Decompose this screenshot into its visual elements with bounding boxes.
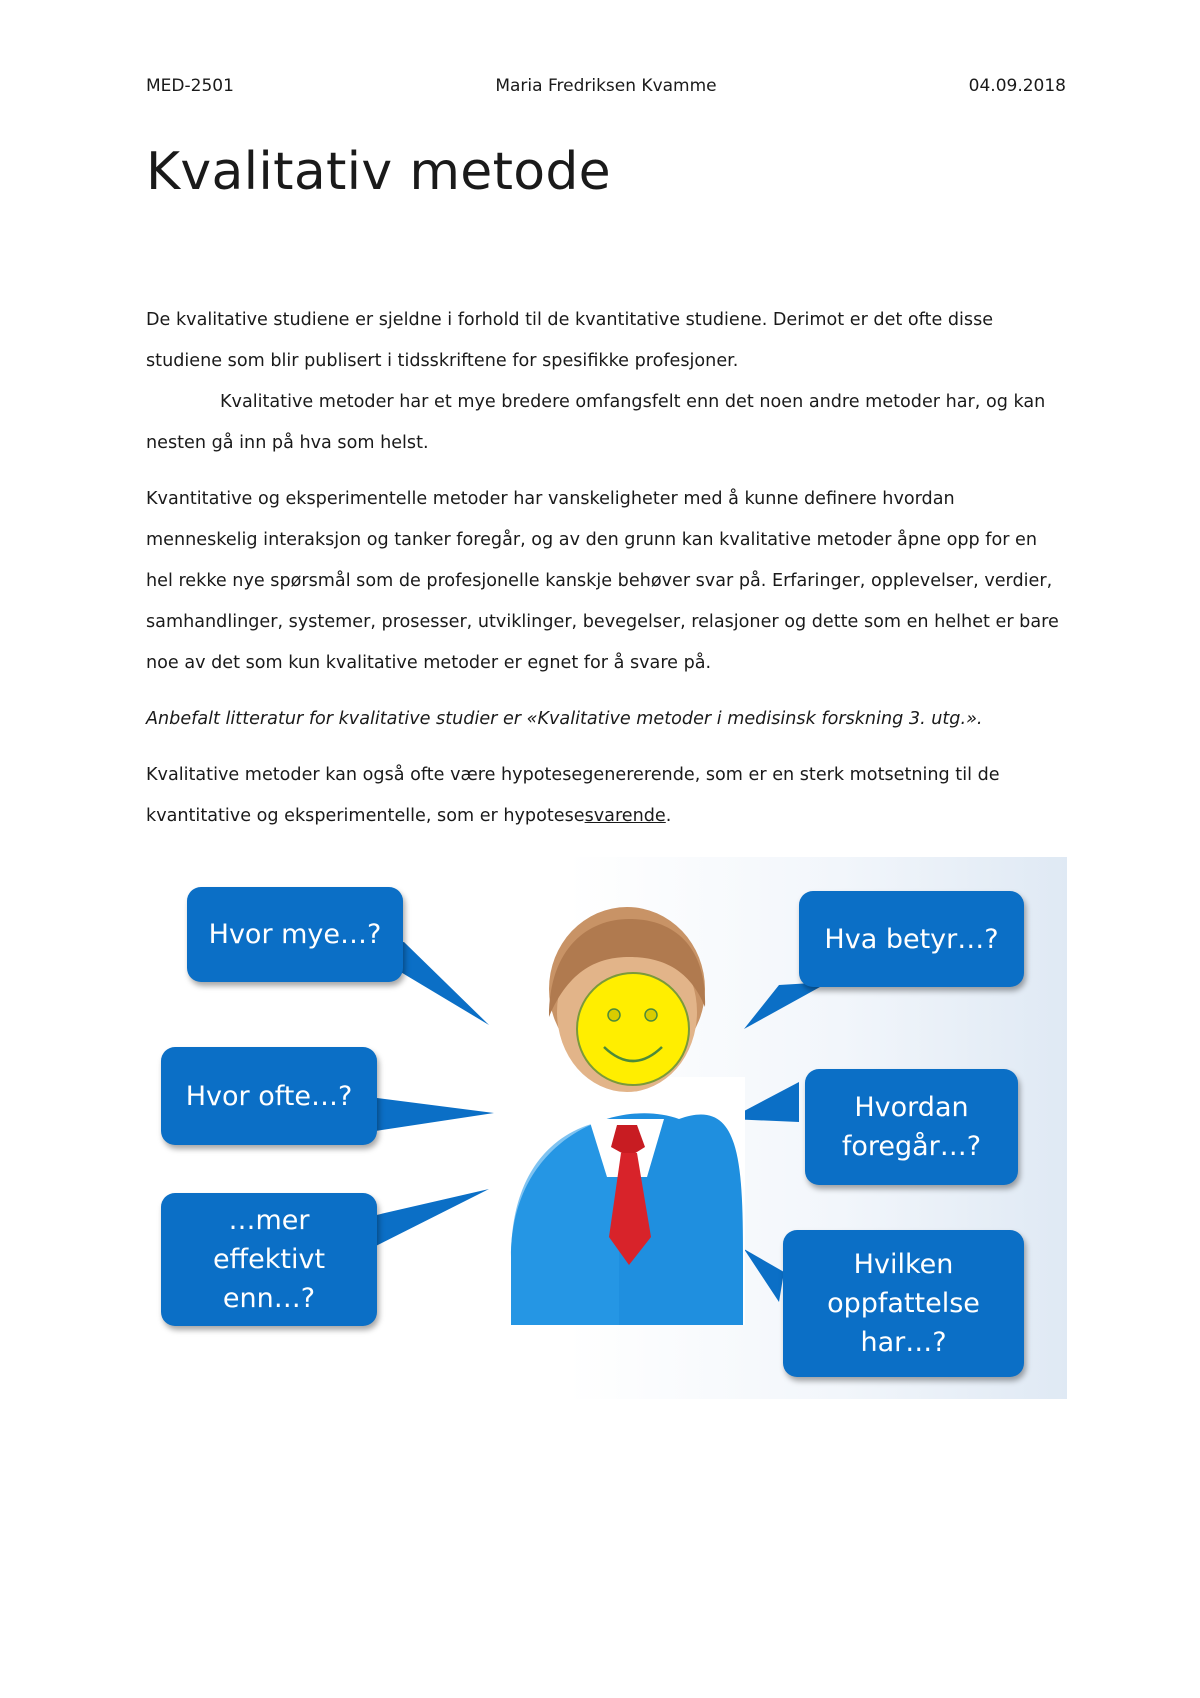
bubble-hvordan: Hvordan foregår…? (805, 1069, 1018, 1185)
course-code: MED-2501 (146, 76, 234, 96)
tail-hvor-ofte (369, 1097, 494, 1132)
document-date: 04.09.2018 (968, 76, 1066, 96)
tail-hva-betyr (744, 982, 829, 1029)
hypothesis-end: . (665, 806, 672, 826)
author-name: Maria Fredriksen Kvamme (495, 76, 717, 96)
tail-hvilken (744, 1249, 784, 1302)
hypothesis-text: Kvalitative metoder kan også ofte være hypotesegenererende, som er en sterk motsetning til de kvantitative og eksperimentelle, som er hypotese (146, 765, 1000, 826)
paragraph-scope: Kvalitative metoder har et mye bredere omfangsfelt enn det noen andre metoder har, og kan nesten gå inn på hva som helst. (146, 392, 1046, 453)
bubble-hva-betyr: Hva betyr…? (799, 891, 1024, 987)
underlined-word: svarende (584, 806, 666, 826)
paragraph-comparison: Kvantitative og eksperimentelle metoder har vanskeligheter med å kunne definere hvordan menneskelig interaksjon og tanker foregår, og av den grunn kan kvalitative metoder åpne opp for en hel rekke nye spørsmål som de profesjonelle kanskje behøver svar på. Erfaringer, opplevelser, verdier, samhandlinger, systemer, prosesser, utviklinger, bevegelser, relasjoner og dette som en helhet er bare noe av det som kun kvalitative metoder er egnet for å svare på. (146, 489, 1059, 673)
paragraph-literature: Anbefalt litteratur for kvalitative studier er «Kvalitative metoder i medisinsk forskning 3. utg.». (146, 709, 983, 729)
tail-mer-effektivt (359, 1189, 489, 1252)
paragraph-intro: De kvalitative studiene er sjeldne i forhold til de kvantitative studiene. Derimot er det ofte disse studiene som blir publisert i tidsskriftene for spesifikke profesjoner. (146, 310, 994, 371)
question-illustration (159, 857, 1067, 1399)
bubble-hvilken: Hvilken oppfattelse har…? (783, 1230, 1024, 1377)
bubble-mer-effektivt: …mer effektivt enn…? (161, 1193, 377, 1326)
document-body (146, 300, 1068, 837)
page-title: Kvalitativ metode (146, 142, 611, 202)
paragraph-hypothesis (146, 755, 1068, 837)
bubble-hvor-mye: Hvor mye…? (187, 887, 403, 982)
page-header (146, 76, 1066, 100)
bubble-hvor-ofte: Hvor ofte…? (161, 1047, 377, 1145)
person-icon (499, 907, 745, 1325)
